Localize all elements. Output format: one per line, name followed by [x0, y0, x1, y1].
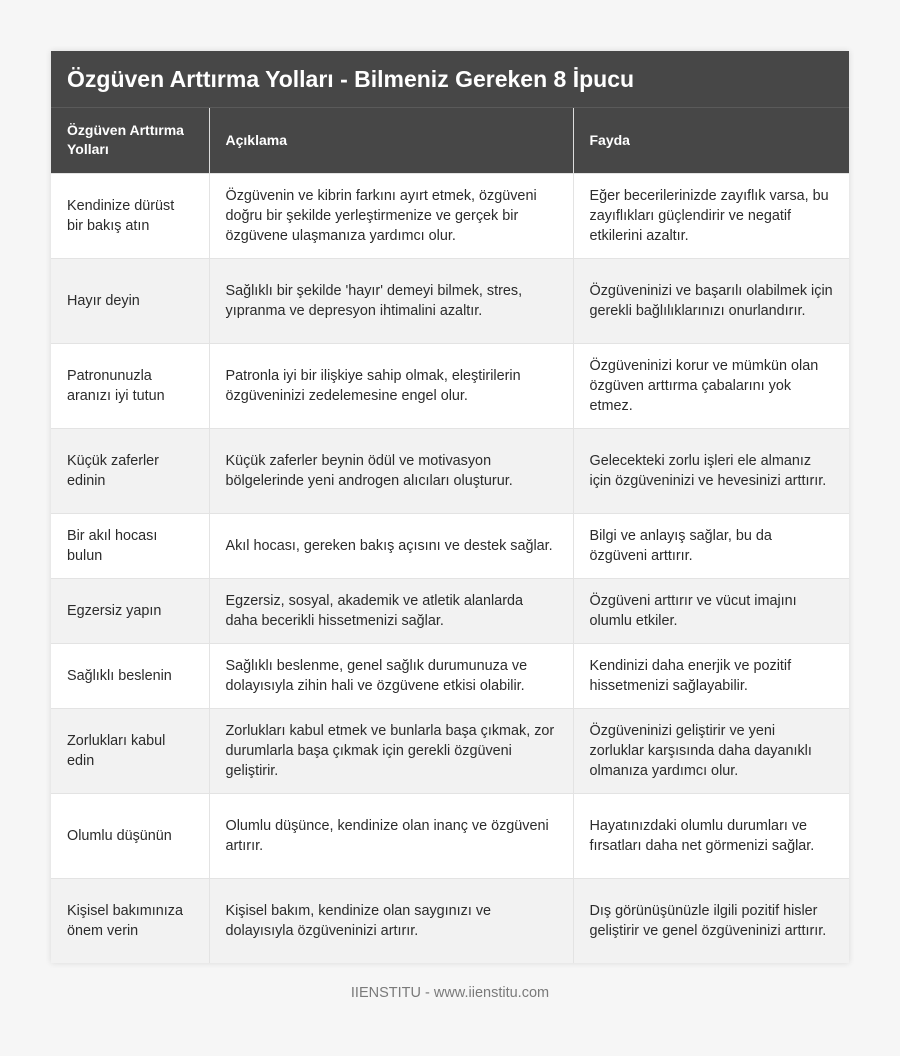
- cell-benefit: Hayatınızdaki olumlu durumları ve fırsatları daha net görmenizi sağlar.: [573, 793, 849, 878]
- cell-benefit: Özgüveninizi korur ve mümkün olan özgüven arttırma çabalarını yok etmez.: [573, 343, 849, 428]
- cell-description: Özgüvenin ve kibrin farkını ayırt etmek, özgüveni doğru bir şekilde yerleştirmenize ve gerçek bir özgüvene ulaşmanıza yardımcı olur.: [209, 173, 573, 258]
- cell-description: Akıl hocası, gereken bakış açısını ve destek sağlar.: [209, 513, 573, 578]
- cell-benefit: Özgüveninizi geliştirir ve yeni zorluklar karşısında daha dayanıklı olmanıza yardımcı olur.: [573, 708, 849, 793]
- tips-table-card: [51, 51, 849, 963]
- cell-way: Patronunuzla aranızı iyi tutun: [51, 343, 209, 428]
- cell-benefit: Gelecekteki zorlu işleri ele almanız için özgüveninizi ve hevesinizi arttırır.: [573, 428, 849, 513]
- cell-way: Bir akıl hocası bulun: [51, 513, 209, 578]
- cell-benefit: Dış görünüşünüzle ilgili pozitif hisler geliştirir ve genel özgüveninizi arttırır.: [573, 878, 849, 963]
- table-row: [51, 643, 849, 708]
- cell-way: Hayır deyin: [51, 258, 209, 343]
- cell-benefit: Eğer becerilerinizde zayıflık varsa, bu zayıflıkları güçlendirir ve negatif etkilerini azaltır.: [573, 173, 849, 258]
- cell-way: Sağlıklı beslenin: [51, 643, 209, 708]
- cell-way: Kendinize dürüst bir bakış atın: [51, 173, 209, 258]
- cell-description: Kişisel bakım, kendinize olan saygınızı ve dolayısıyla özgüveninizi artırır.: [209, 878, 573, 963]
- table-row: [51, 343, 849, 428]
- cell-description: Küçük zaferler beynin ödül ve motivasyon bölgelerinde yeni androgen alıcıları oluşturur.: [209, 428, 573, 513]
- cell-description: Olumlu düşünce, kendinize olan inanç ve özgüveni artırır.: [209, 793, 573, 878]
- table-title: Özgüven Arttırma Yolları - Bilmeniz Gereken 8 İpucu: [51, 51, 849, 108]
- cell-benefit: Özgüveninizi ve başarılı olabilmek için gerekli bağlılıklarınızı onurlandırır.: [573, 258, 849, 343]
- cell-description: Sağlıklı bir şekilde 'hayır' demeyi bilmek, stres, yıpranma ve depresyon ihtimalini azaltır.: [209, 258, 573, 343]
- table-row: [51, 708, 849, 793]
- cell-way: Kişisel bakımınıza önem verin: [51, 878, 209, 963]
- table-header-row: [51, 108, 849, 173]
- footer-credit: IIENSTITU - www.iienstitu.com: [350, 985, 550, 1001]
- cell-benefit: Bilgi ve anlayış sağlar, bu da özgüveni arttırır.: [573, 513, 849, 578]
- table-row: [51, 173, 849, 258]
- table-row: [51, 258, 849, 343]
- cell-description: Patronla iyi bir ilişkiye sahip olmak, eleştirilerin özgüveninizi zedelemesine engel olur.: [209, 343, 573, 428]
- cell-description: Sağlıklı beslenme, genel sağlık durumunuza ve dolayısıyla zihin hali ve özgüvene etkisi olabilir.: [209, 643, 573, 708]
- table-row: [51, 513, 849, 578]
- column-header-benefit: Fayda: [573, 108, 849, 173]
- table-row: [51, 878, 849, 963]
- cell-way: Küçük zaferler edinin: [51, 428, 209, 513]
- tips-table: [51, 108, 849, 963]
- cell-benefit: Özgüveni arttırır ve vücut imajını olumlu etkiler.: [573, 578, 849, 643]
- cell-description: Egzersiz, sosyal, akademik ve atletik alanlarda daha becerikli hissetmenizi sağlar.: [209, 578, 573, 643]
- cell-way: Olumlu düşünün: [51, 793, 209, 878]
- column-header-description: Açıklama: [209, 108, 573, 173]
- cell-benefit: Kendinizi daha enerjik ve pozitif hissetmenizi sağlayabilir.: [573, 643, 849, 708]
- cell-description: Zorlukları kabul etmek ve bunlarla başa çıkmak, zor durumlarla başa çıkmak için gerekli özgüveni geliştirir.: [209, 708, 573, 793]
- cell-way: Zorlukları kabul edin: [51, 708, 209, 793]
- table-row: [51, 793, 849, 878]
- column-header-way: Özgüven Arttırma Yolları: [51, 108, 209, 173]
- cell-way: Egzersiz yapın: [51, 578, 209, 643]
- table-row: [51, 578, 849, 643]
- table-row: [51, 428, 849, 513]
